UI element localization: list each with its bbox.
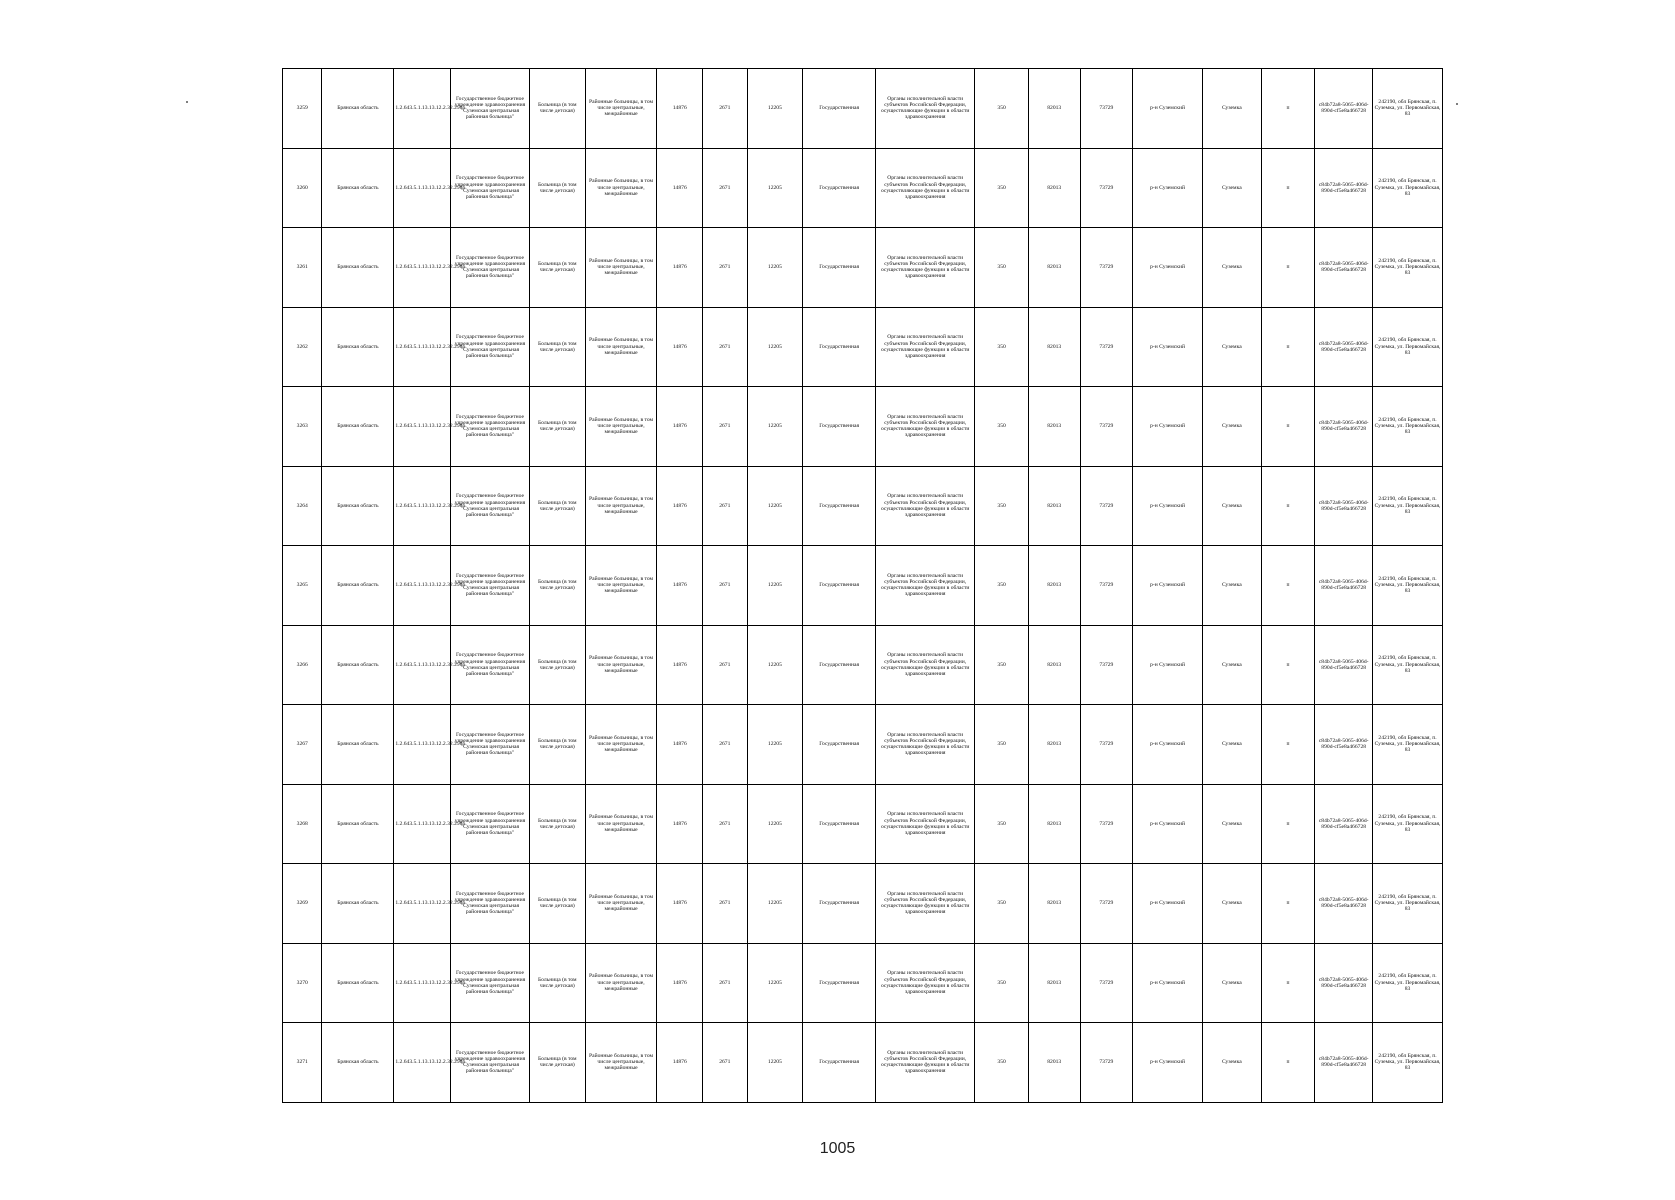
facility-category-cell: Районные больницы, в том числе центральные, межрайонные	[585, 148, 657, 228]
value-cell: 73729	[1080, 69, 1133, 149]
value-cell: 73729	[1080, 387, 1133, 467]
region-cell: Брянская область	[322, 864, 394, 944]
settlement-type-cell: п	[1261, 864, 1315, 944]
district-cell: р-н Суземский	[1133, 1023, 1203, 1103]
facility-kind-cell: Больница (в том числе детская)	[529, 625, 585, 705]
value-cell: 82013	[1028, 546, 1080, 626]
guid-cell: c84b72a8-5065-406d-890d-cf5e8a466728	[1315, 69, 1373, 149]
address-cell: 242190, обл Брянская, п. Суземка, ул. Первомайская, 83	[1373, 466, 1443, 546]
authority-cell: Органы исполнительной власти субъектов Российской Федерации, осуществляющие функции в области здравоохранения	[876, 148, 975, 228]
district-cell: р-н Суземский	[1133, 148, 1203, 228]
table-row	[283, 546, 1443, 626]
facility-category-cell: Районные больницы, в том числе центральные, межрайонные	[585, 625, 657, 705]
organization-name-cell: Государственное бюджетное учреждение здравоохранения "Суземская центральная районная больница"	[451, 1023, 530, 1103]
locality-cell: Суземка	[1202, 228, 1261, 308]
facility-kind-cell: Больница (в том числе детская)	[529, 943, 585, 1023]
row-number: 3262	[283, 307, 322, 387]
facility-category-cell: Районные больницы, в том числе центральные, межрайонные	[585, 307, 657, 387]
locality-cell: Суземка	[1202, 864, 1261, 944]
settlement-type-cell: п	[1261, 466, 1315, 546]
value-cell: 14876	[657, 466, 703, 546]
table-body	[283, 69, 1443, 1103]
row-number: 3270	[283, 943, 322, 1023]
row-number: 3261	[283, 228, 322, 308]
oid-code-cell: 1.2.643.5.1.13.13.12.2.32.2986	[394, 307, 451, 387]
value-cell: 2671	[703, 387, 748, 467]
region-cell: Брянская область	[322, 69, 394, 149]
address-cell: 242190, обл Брянская, п. Суземка, ул. Первомайская, 83	[1373, 864, 1443, 944]
row-number: 3259	[283, 69, 322, 149]
value-cell: 82013	[1028, 784, 1080, 864]
value-cell: 14876	[657, 943, 703, 1023]
facility-kind-cell: Больница (в том числе детская)	[529, 705, 585, 785]
district-cell: р-н Суземский	[1133, 625, 1203, 705]
registry-sheet	[282, 68, 1443, 1102]
oid-code-cell: 1.2.643.5.1.13.13.12.2.32.2986	[394, 466, 451, 546]
district-cell: р-н Суземский	[1133, 864, 1203, 944]
table-row	[283, 69, 1443, 149]
locality-cell: Суземка	[1202, 307, 1261, 387]
value-cell: 73729	[1080, 307, 1133, 387]
region-cell: Брянская область	[322, 387, 394, 467]
value-cell: 12205	[747, 69, 803, 149]
value-cell: 350	[975, 705, 1029, 785]
value-cell: 12205	[747, 864, 803, 944]
region-cell: Брянская область	[322, 466, 394, 546]
authority-cell: Органы исполнительной власти субъектов Российской Федерации, осуществляющие функции в области здравоохранения	[876, 387, 975, 467]
value-cell: 2671	[703, 705, 748, 785]
locality-cell: Суземка	[1202, 705, 1261, 785]
address-cell: 242190, обл Брянская, п. Суземка, ул. Первомайская, 83	[1373, 625, 1443, 705]
settlement-type-cell: п	[1261, 1023, 1315, 1103]
row-number: 3263	[283, 387, 322, 467]
value-cell: 12205	[747, 625, 803, 705]
row-number: 3268	[283, 784, 322, 864]
row-number: 3267	[283, 705, 322, 785]
value-cell: 82013	[1028, 228, 1080, 308]
value-cell: 73729	[1080, 705, 1133, 785]
oid-code-cell: 1.2.643.5.1.13.13.12.2.32.2986	[394, 784, 451, 864]
oid-code-cell: 1.2.643.5.1.13.13.12.2.32.2986	[394, 864, 451, 944]
authority-cell: Органы исполнительной власти субъектов Российской Федерации, осуществляющие функции в области здравоохранения	[876, 546, 975, 626]
facility-category-cell: Районные больницы, в том числе центральные, межрайонные	[585, 705, 657, 785]
value-cell: 12205	[747, 705, 803, 785]
value-cell: 12205	[747, 307, 803, 387]
value-cell: 73729	[1080, 943, 1133, 1023]
address-cell: 242190, обл Брянская, п. Суземка, ул. Первомайская, 83	[1373, 228, 1443, 308]
organization-name-cell: Государственное бюджетное учреждение здравоохранения "Суземская центральная районная больница"	[451, 466, 530, 546]
value-cell: 73729	[1080, 466, 1133, 546]
region-cell: Брянская область	[322, 228, 394, 308]
oid-code-cell: 1.2.643.5.1.13.13.12.2.32.2986	[394, 943, 451, 1023]
district-cell: р-н Суземский	[1133, 705, 1203, 785]
ownership-cell: Государственная	[803, 228, 876, 308]
table-row	[283, 148, 1443, 228]
organization-name-cell: Государственное бюджетное учреждение здравоохранения "Суземская центральная районная больница"	[451, 387, 530, 467]
district-cell: р-н Суземский	[1133, 69, 1203, 149]
page-number: 1005	[819, 1140, 856, 1157]
table-row	[283, 466, 1443, 546]
value-cell: 350	[975, 69, 1029, 149]
facility-kind-cell: Больница (в том числе детская)	[529, 864, 585, 944]
organization-name-cell: Государственное бюджетное учреждение здравоохранения "Суземская центральная районная больница"	[451, 228, 530, 308]
settlement-type-cell: п	[1261, 228, 1315, 308]
ownership-cell: Государственная	[803, 148, 876, 228]
guid-cell: c84b72a8-5065-406d-890d-cf5e8a466728	[1315, 705, 1373, 785]
value-cell: 350	[975, 387, 1029, 467]
oid-code-cell: 1.2.643.5.1.13.13.12.2.32.2986	[394, 228, 451, 308]
facility-kind-cell: Больница (в том числе детская)	[529, 307, 585, 387]
facility-kind-cell: Больница (в том числе детская)	[529, 148, 585, 228]
authority-cell: Органы исполнительной власти субъектов Российской Федерации, осуществляющие функции в области здравоохранения	[876, 864, 975, 944]
facility-category-cell: Районные больницы, в том числе центральные, межрайонные	[585, 943, 657, 1023]
authority-cell: Органы исполнительной власти субъектов Российской Федерации, осуществляющие функции в области здравоохранения	[876, 943, 975, 1023]
district-cell: р-н Суземский	[1133, 546, 1203, 626]
value-cell: 73729	[1080, 625, 1133, 705]
settlement-type-cell: п	[1261, 705, 1315, 785]
oid-code-cell: 1.2.643.5.1.13.13.12.2.32.2986	[394, 705, 451, 785]
value-cell: 2671	[703, 784, 748, 864]
organization-name-cell: Государственное бюджетное учреждение здравоохранения "Суземская центральная районная больница"	[451, 69, 530, 149]
value-cell: 2671	[703, 1023, 748, 1103]
address-cell: 242190, обл Брянская, п. Суземка, ул. Первомайская, 83	[1373, 387, 1443, 467]
oid-code-cell: 1.2.643.5.1.13.13.12.2.32.2986	[394, 625, 451, 705]
authority-cell: Органы исполнительной власти субъектов Российской Федерации, осуществляющие функции в области здравоохранения	[876, 1023, 975, 1103]
authority-cell: Органы исполнительной власти субъектов Российской Федерации, осуществляющие функции в области здравоохранения	[876, 307, 975, 387]
district-cell: р-н Суземский	[1133, 466, 1203, 546]
locality-cell: Суземка	[1202, 943, 1261, 1023]
address-cell: 242190, обл Брянская, п. Суземка, ул. Первомайская, 83	[1373, 784, 1443, 864]
value-cell: 14876	[657, 69, 703, 149]
value-cell: 350	[975, 784, 1029, 864]
value-cell: 2671	[703, 625, 748, 705]
settlement-type-cell: п	[1261, 546, 1315, 626]
district-cell: р-н Суземский	[1133, 943, 1203, 1023]
guid-cell: c84b72a8-5065-406d-890d-cf5e8a466728	[1315, 784, 1373, 864]
ownership-cell: Государственная	[803, 466, 876, 546]
address-cell: 242190, обл Брянская, п. Суземка, ул. Первомайская, 83	[1373, 307, 1443, 387]
value-cell: 350	[975, 864, 1029, 944]
value-cell: 14876	[657, 546, 703, 626]
organization-name-cell: Государственное бюджетное учреждение здравоохранения "Суземская центральная районная больница"	[451, 784, 530, 864]
facility-category-cell: Районные больницы, в том числе центральные, межрайонные	[585, 784, 657, 864]
authority-cell: Органы исполнительной власти субъектов Российской Федерации, осуществляющие функции в области здравоохранения	[876, 625, 975, 705]
settlement-type-cell: п	[1261, 387, 1315, 467]
organization-name-cell: Государственное бюджетное учреждение здравоохранения "Суземская центральная районная больница"	[451, 864, 530, 944]
table-row	[283, 864, 1443, 944]
district-cell: р-н Суземский	[1133, 307, 1203, 387]
organization-name-cell: Государственное бюджетное учреждение здравоохранения "Суземская центральная районная больница"	[451, 307, 530, 387]
table-row	[283, 307, 1443, 387]
guid-cell: c84b72a8-5065-406d-890d-cf5e8a466728	[1315, 228, 1373, 308]
table-row	[283, 784, 1443, 864]
value-cell: 14876	[657, 1023, 703, 1103]
value-cell: 2671	[703, 546, 748, 626]
locality-cell: Суземка	[1202, 784, 1261, 864]
value-cell: 82013	[1028, 625, 1080, 705]
value-cell: 12205	[747, 943, 803, 1023]
value-cell: 14876	[657, 228, 703, 308]
guid-cell: c84b72a8-5065-406d-890d-cf5e8a466728	[1315, 546, 1373, 626]
value-cell: 82013	[1028, 943, 1080, 1023]
value-cell: 82013	[1028, 387, 1080, 467]
guid-cell: c84b72a8-5065-406d-890d-cf5e8a466728	[1315, 148, 1373, 228]
value-cell: 12205	[747, 466, 803, 546]
region-cell: Брянская область	[322, 625, 394, 705]
value-cell: 350	[975, 625, 1029, 705]
value-cell: 12205	[747, 228, 803, 308]
ownership-cell: Государственная	[803, 784, 876, 864]
value-cell: 2671	[703, 943, 748, 1023]
organization-name-cell: Государственное бюджетное учреждение здравоохранения "Суземская центральная районная больница"	[451, 546, 530, 626]
value-cell: 73729	[1080, 864, 1133, 944]
facility-kind-cell: Больница (в том числе детская)	[529, 69, 585, 149]
locality-cell: Суземка	[1202, 546, 1261, 626]
organization-name-cell: Государственное бюджетное учреждение здравоохранения "Суземская центральная районная больница"	[451, 625, 530, 705]
oid-code-cell: 1.2.643.5.1.13.13.12.2.32.2986	[394, 387, 451, 467]
facility-category-cell: Районные больницы, в том числе центральные, межрайонные	[585, 228, 657, 308]
ownership-cell: Государственная	[803, 546, 876, 626]
value-cell: 2671	[703, 307, 748, 387]
value-cell: 14876	[657, 387, 703, 467]
registry-table	[282, 68, 1443, 1103]
authority-cell: Органы исполнительной власти субъектов Российской Федерации, осуществляющие функции в области здравоохранения	[876, 784, 975, 864]
facility-category-cell: Районные больницы, в том числе центральные, межрайонные	[585, 69, 657, 149]
facility-category-cell: Районные больницы, в том числе центральные, межрайонные	[585, 864, 657, 944]
scan-speck	[186, 101, 188, 103]
ownership-cell: Государственная	[803, 705, 876, 785]
address-cell: 242190, обл Брянская, п. Суземка, ул. Первомайская, 83	[1373, 1023, 1443, 1103]
authority-cell: Органы исполнительной власти субъектов Российской Федерации, осуществляющие функции в области здравоохранения	[876, 705, 975, 785]
value-cell: 82013	[1028, 148, 1080, 228]
value-cell: 82013	[1028, 705, 1080, 785]
facility-kind-cell: Больница (в том числе детская)	[529, 784, 585, 864]
region-cell: Брянская область	[322, 943, 394, 1023]
facility-category-cell: Районные больницы, в том числе центральные, межрайонные	[585, 387, 657, 467]
authority-cell: Органы исполнительной власти субъектов Российской Федерации, осуществляющие функции в области здравоохранения	[876, 69, 975, 149]
table-row	[283, 387, 1443, 467]
district-cell: р-н Суземский	[1133, 784, 1203, 864]
value-cell: 82013	[1028, 307, 1080, 387]
table-row	[283, 705, 1443, 785]
value-cell: 14876	[657, 307, 703, 387]
table-row	[283, 625, 1443, 705]
value-cell: 73729	[1080, 546, 1133, 626]
ownership-cell: Государственная	[803, 943, 876, 1023]
locality-cell: Суземка	[1202, 387, 1261, 467]
address-cell: 242190, обл Брянская, п. Суземка, ул. Первомайская, 83	[1373, 148, 1443, 228]
ownership-cell: Государственная	[803, 387, 876, 467]
region-cell: Брянская область	[322, 148, 394, 228]
guid-cell: c84b72a8-5065-406d-890d-cf5e8a466728	[1315, 387, 1373, 467]
locality-cell: Суземка	[1202, 69, 1261, 149]
value-cell: 350	[975, 1023, 1029, 1103]
value-cell: 14876	[657, 705, 703, 785]
address-cell: 242190, обл Брянская, п. Суземка, ул. Первомайская, 83	[1373, 705, 1443, 785]
value-cell: 82013	[1028, 466, 1080, 546]
locality-cell: Суземка	[1202, 625, 1261, 705]
row-number: 3265	[283, 546, 322, 626]
value-cell: 73729	[1080, 1023, 1133, 1103]
guid-cell: c84b72a8-5065-406d-890d-cf5e8a466728	[1315, 864, 1373, 944]
value-cell: 350	[975, 307, 1029, 387]
locality-cell: Суземка	[1202, 466, 1261, 546]
guid-cell: c84b72a8-5065-406d-890d-cf5e8a466728	[1315, 943, 1373, 1023]
authority-cell: Органы исполнительной власти субъектов Российской Федерации, осуществляющие функции в области здравоохранения	[876, 228, 975, 308]
value-cell: 12205	[747, 546, 803, 626]
value-cell: 14876	[657, 148, 703, 228]
value-cell: 2671	[703, 466, 748, 546]
value-cell: 12205	[747, 1023, 803, 1103]
oid-code-cell: 1.2.643.5.1.13.13.12.2.32.2986	[394, 1023, 451, 1103]
region-cell: Брянская область	[322, 546, 394, 626]
value-cell: 82013	[1028, 69, 1080, 149]
guid-cell: c84b72a8-5065-406d-890d-cf5e8a466728	[1315, 625, 1373, 705]
value-cell: 2671	[703, 228, 748, 308]
guid-cell: c84b72a8-5065-406d-890d-cf5e8a466728	[1315, 307, 1373, 387]
value-cell: 14876	[657, 784, 703, 864]
value-cell: 12205	[747, 387, 803, 467]
organization-name-cell: Государственное бюджетное учреждение здравоохранения "Суземская центральная районная больница"	[451, 943, 530, 1023]
row-number: 3269	[283, 864, 322, 944]
scan-speck	[1456, 103, 1458, 105]
address-cell: 242190, обл Брянская, п. Суземка, ул. Первомайская, 83	[1373, 69, 1443, 149]
ownership-cell: Государственная	[803, 1023, 876, 1103]
facility-kind-cell: Больница (в том числе детская)	[529, 1023, 585, 1103]
settlement-type-cell: п	[1261, 148, 1315, 228]
facility-kind-cell: Больница (в том числе детская)	[529, 387, 585, 467]
value-cell: 2671	[703, 864, 748, 944]
organization-name-cell: Государственное бюджетное учреждение здравоохранения "Суземская центральная районная больница"	[451, 705, 530, 785]
district-cell: р-н Суземский	[1133, 228, 1203, 308]
table-row	[283, 1023, 1443, 1103]
value-cell: 82013	[1028, 1023, 1080, 1103]
value-cell: 12205	[747, 148, 803, 228]
value-cell: 350	[975, 546, 1029, 626]
settlement-type-cell: п	[1261, 307, 1315, 387]
facility-category-cell: Районные больницы, в том числе центральные, межрайонные	[585, 546, 657, 626]
settlement-type-cell: п	[1261, 69, 1315, 149]
ownership-cell: Государственная	[803, 864, 876, 944]
settlement-type-cell: п	[1261, 625, 1315, 705]
region-cell: Брянская область	[322, 784, 394, 864]
row-number: 3271	[283, 1023, 322, 1103]
value-cell: 82013	[1028, 864, 1080, 944]
table-row	[283, 943, 1443, 1023]
region-cell: Брянская область	[322, 307, 394, 387]
value-cell: 2671	[703, 69, 748, 149]
organization-name-cell: Государственное бюджетное учреждение здравоохранения "Суземская центральная районная больница"	[451, 148, 530, 228]
value-cell: 73729	[1080, 148, 1133, 228]
address-cell: 242190, обл Брянская, п. Суземка, ул. Первомайская, 83	[1373, 943, 1443, 1023]
value-cell: 14876	[657, 864, 703, 944]
settlement-type-cell: п	[1261, 943, 1315, 1023]
settlement-type-cell: п	[1261, 784, 1315, 864]
oid-code-cell: 1.2.643.5.1.13.13.12.2.32.2986	[394, 69, 451, 149]
value-cell: 14876	[657, 625, 703, 705]
locality-cell: Суземка	[1202, 148, 1261, 228]
region-cell: Брянская область	[322, 705, 394, 785]
row-number: 3260	[283, 148, 322, 228]
row-number: 3266	[283, 625, 322, 705]
value-cell: 2671	[703, 148, 748, 228]
address-cell: 242190, обл Брянская, п. Суземка, ул. Первомайская, 83	[1373, 546, 1443, 626]
value-cell: 350	[975, 148, 1029, 228]
facility-category-cell: Районные больницы, в том числе центральные, межрайонные	[585, 1023, 657, 1103]
oid-code-cell: 1.2.643.5.1.13.13.12.2.32.2986	[394, 148, 451, 228]
guid-cell: c84b72a8-5065-406d-890d-cf5e8a466728	[1315, 1023, 1373, 1103]
oid-code-cell: 1.2.643.5.1.13.13.12.2.32.2986	[394, 546, 451, 626]
facility-kind-cell: Больница (в том числе детская)	[529, 546, 585, 626]
facility-category-cell: Районные больницы, в том числе центральные, межрайонные	[585, 466, 657, 546]
ownership-cell: Государственная	[803, 625, 876, 705]
value-cell: 350	[975, 466, 1029, 546]
district-cell: р-н Суземский	[1133, 387, 1203, 467]
region-cell: Брянская область	[322, 1023, 394, 1103]
value-cell: 73729	[1080, 784, 1133, 864]
ownership-cell: Государственная	[803, 69, 876, 149]
authority-cell: Органы исполнительной власти субъектов Российской Федерации, осуществляющие функции в области здравоохранения	[876, 466, 975, 546]
value-cell: 350	[975, 228, 1029, 308]
locality-cell: Суземка	[1202, 1023, 1261, 1103]
row-number: 3264	[283, 466, 322, 546]
guid-cell: c84b72a8-5065-406d-890d-cf5e8a466728	[1315, 466, 1373, 546]
value-cell: 350	[975, 943, 1029, 1023]
facility-kind-cell: Больница (в том числе детская)	[529, 228, 585, 308]
value-cell: 12205	[747, 784, 803, 864]
table-row	[283, 228, 1443, 308]
value-cell: 73729	[1080, 228, 1133, 308]
facility-kind-cell: Больница (в том числе детская)	[529, 466, 585, 546]
ownership-cell: Государственная	[803, 307, 876, 387]
